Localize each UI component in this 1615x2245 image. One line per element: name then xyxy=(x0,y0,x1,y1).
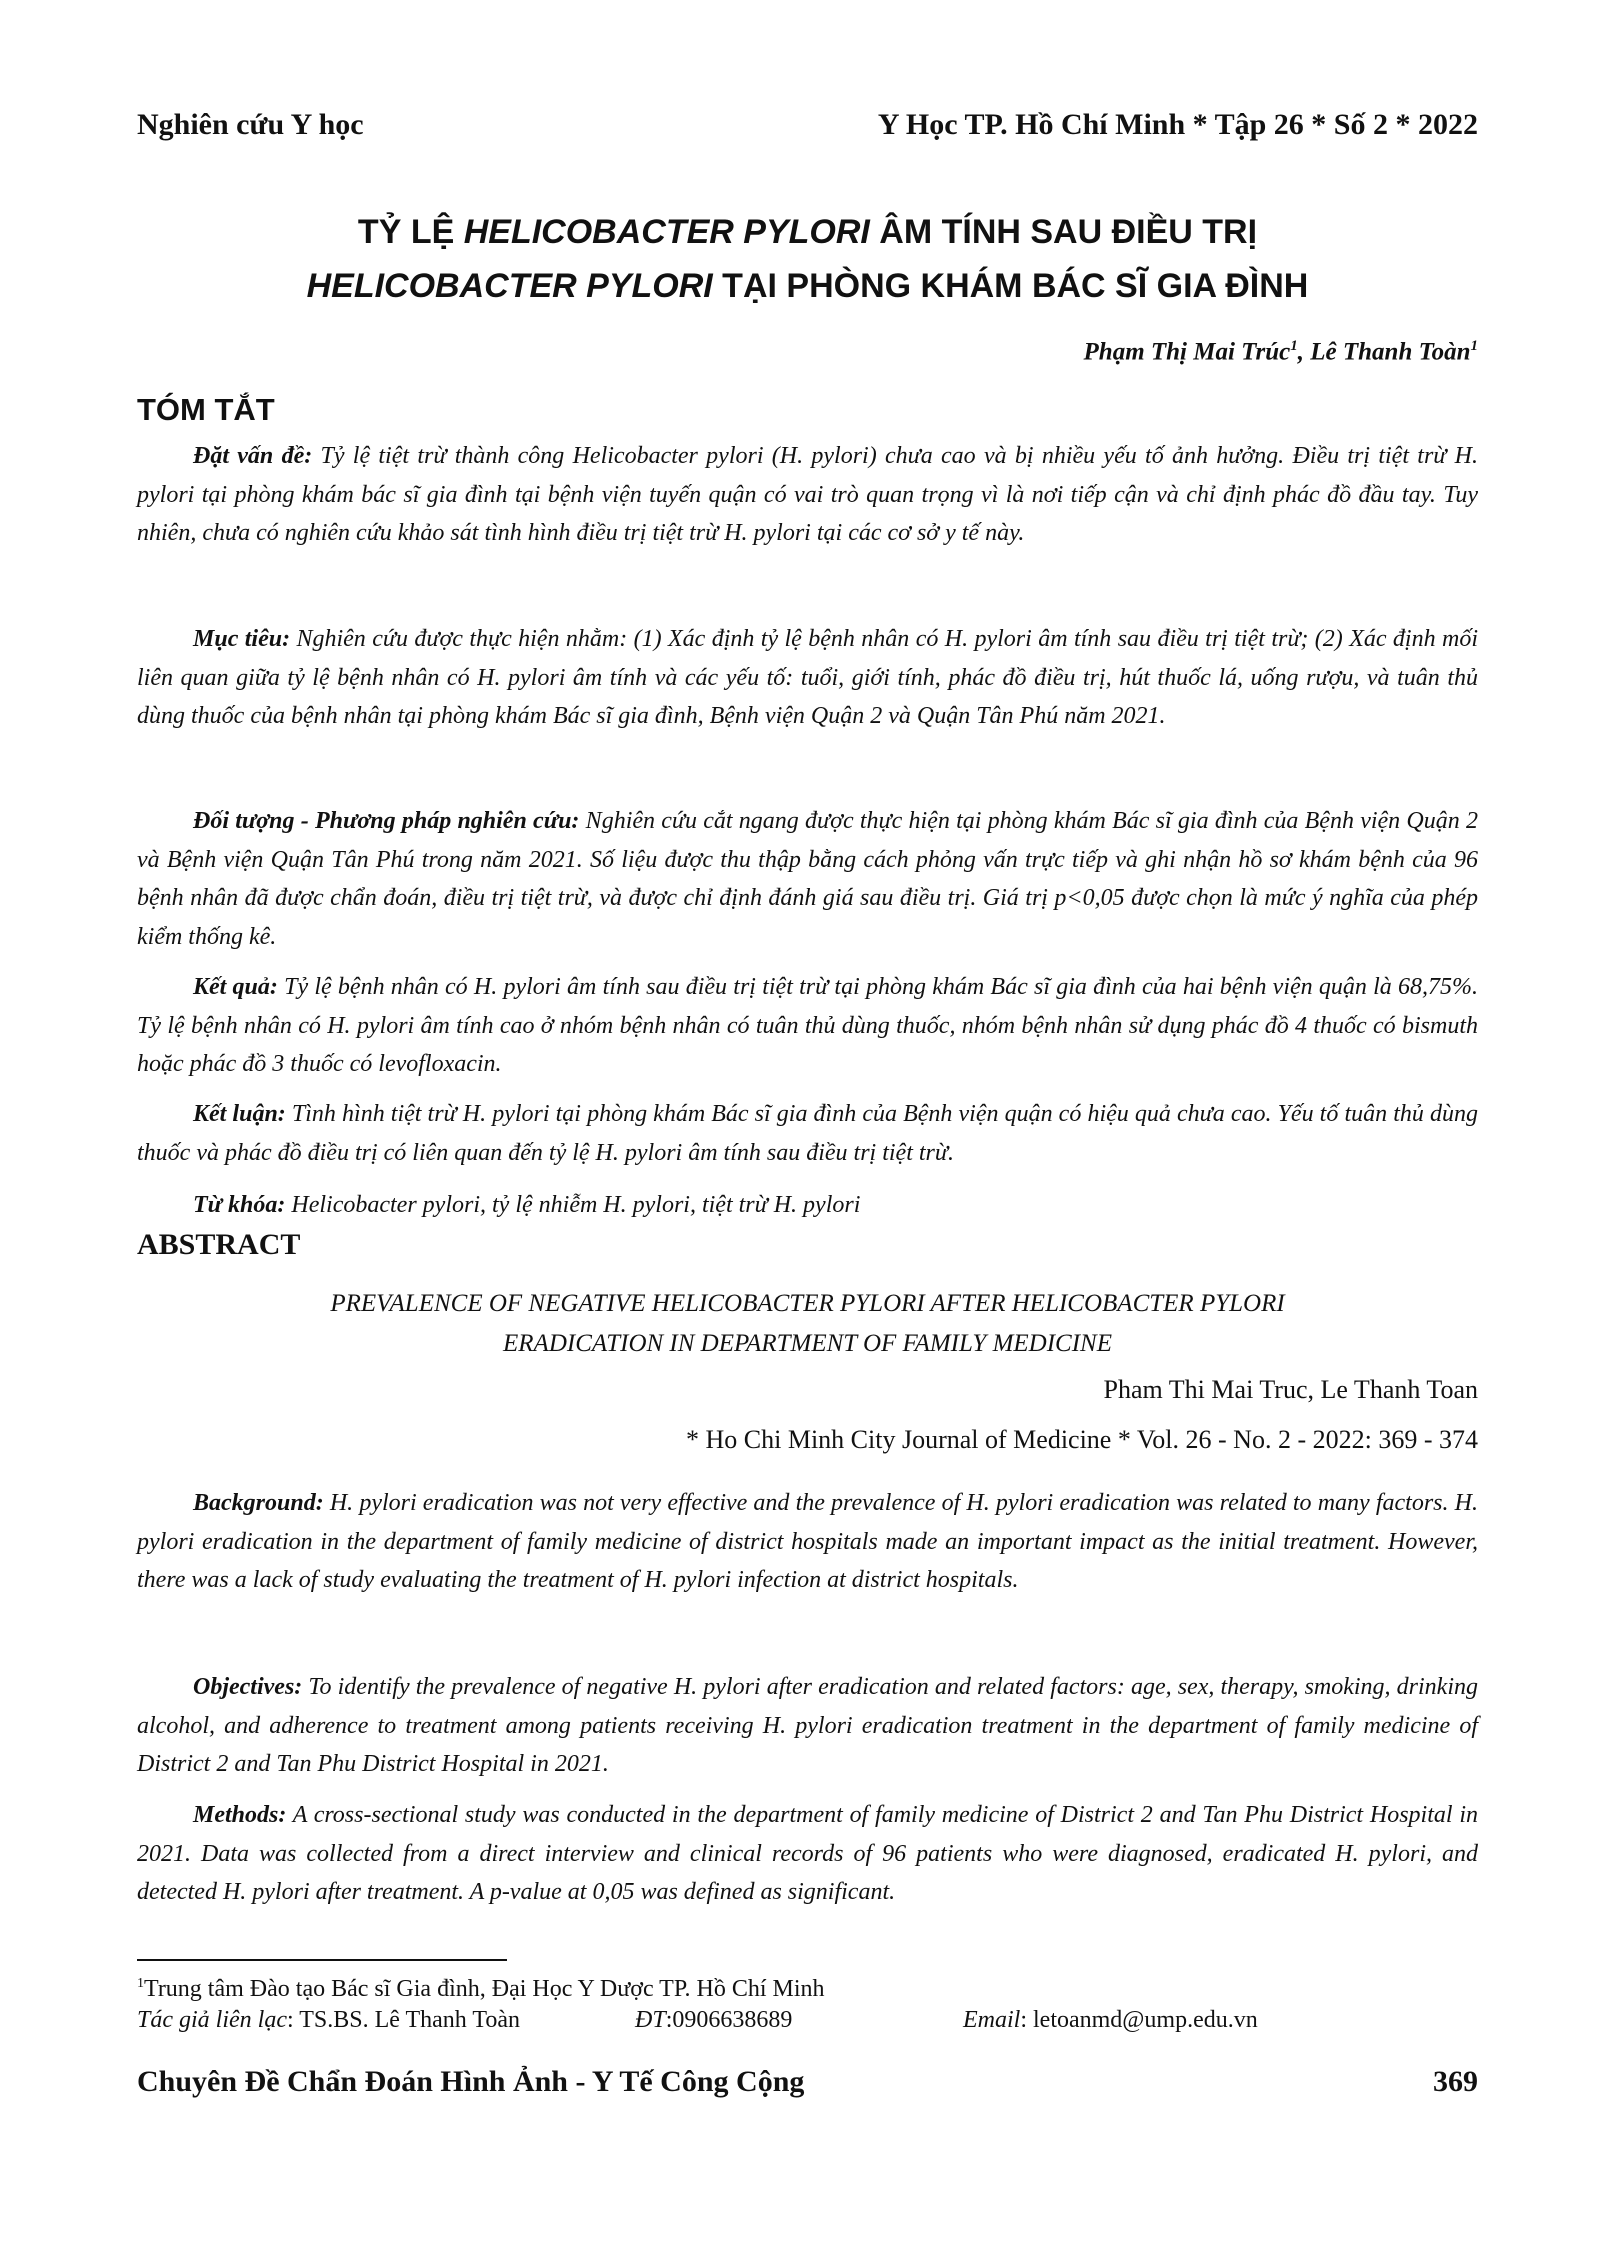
abstract-methods-label: Methods: xyxy=(193,1802,287,1828)
abstract-objectives-text: To identify the prevalence of negative H. pylori after eradication and related factors: age, sex, therapy, smoking, drinking alcohol, and adherence to treatment among patients receiving H. pylori eradication treatment in the department of family medicine of District 2 and Tan Phu District Hospital in 2021. xyxy=(137,1674,1478,1777)
phone-label: ĐT xyxy=(635,2007,666,2033)
author-1: Phạm Thị Mai Trúc xyxy=(1083,338,1291,366)
contact-label: Tác giả liên lạc xyxy=(137,2007,287,2033)
running-header xyxy=(137,108,1478,142)
summary-background-text: Tỷ lệ tiệt trừ thành công Helicobacter pylori (H. pylori) chưa cao và bị nhiều yếu tố ảnh hưởng. Điều trị tiệt trừ H. pylori tại phòng khám bác sĩ gia đình tại bệnh viện tuyến quận có vai trò quan trọng vì là nơi tiếp cận và chỉ định phác đồ đầu tay. Tuy nhiên, chưa có nghiên cứu khảo sát tình hình điều trị tiệt trừ H. pylori tại các cơ sở y tế này. xyxy=(137,443,1478,546)
header-section-label: Nghiên cứu Y học xyxy=(137,108,364,141)
english-title-line-1: PREVALENCE OF NEGATIVE HELICOBACTER PYLORI AFTER HELICOBACTER PYLORI xyxy=(330,1290,1285,1317)
article-title xyxy=(137,205,1478,313)
summary-conclusion-text: Tình hình tiệt trừ H. pylori tại phòng khám Bác sĩ gia đình của Bệnh viện quận có hiệu quả chưa cao. Yếu tố tuân thủ dùng thuốc và phác đồ điều trị có liên quan đến tỷ lệ H. pylori âm tính sau điều trị tiệt trừ. xyxy=(137,1101,1478,1166)
footnote-marker: 1 xyxy=(137,1976,144,1991)
summary-results xyxy=(137,968,1478,1084)
title-line-2 xyxy=(137,259,1478,313)
phone-value: :0906638689 xyxy=(665,2007,793,2033)
abstract-objectives xyxy=(137,1668,1478,1784)
title-line2-suffix: TẠI PHÒNG KHÁM BÁC SĨ GIA ĐÌNH xyxy=(712,267,1309,305)
english-title xyxy=(137,1284,1478,1364)
title-line-1 xyxy=(137,205,1478,259)
email-label: Email xyxy=(963,2007,1021,2033)
footnote-affiliation xyxy=(137,1967,825,2006)
summary-methods-text: Nghiên cứu cắt ngang được thực hiện tại phòng khám Bác sĩ gia đình của Bệnh viện Quận 2 và Bệnh viện Quận Tân Phú trong năm 2021. Số liệu được thu thập bằng cách phỏng vấn trực tiếp và ghi nhận hồ sơ khám bệnh của 96 bệnh nhân đã được chẩn đoán, điều trị tiệt trừ, và được chỉ định đánh giá sau điều trị. Giá trị p<0,05 được chọn là mức ý nghĩa của phép kiểm thống kê. xyxy=(137,808,1478,950)
abstract-objectives-label: Objectives: xyxy=(193,1674,303,1700)
summary-keywords xyxy=(137,1186,1478,1225)
author-separator: , xyxy=(1297,338,1311,366)
footer-issue-title: Chuyên Đề Chẩn Đoán Hình Ảnh - Y Tế Công Cộng xyxy=(137,2065,805,2098)
contact-email xyxy=(963,2003,1258,2037)
summary-background-label: Đặt vấn đề: xyxy=(193,443,313,469)
english-title-line-2: ERADICATION IN DEPARTMENT OF FAMILY MEDICINE xyxy=(503,1330,1112,1357)
contact-person xyxy=(137,2003,520,2037)
abstract-heading: ABSTRACT xyxy=(137,1228,301,1261)
author-2-affiliation: 1 xyxy=(1470,338,1478,354)
summary-results-label: Kết quả: xyxy=(193,974,278,1000)
authors-english: Pham Thi Mai Truc, Le Thanh Toan xyxy=(1103,1375,1478,1404)
summary-keywords-label: Từ khóa: xyxy=(193,1192,286,1218)
title-line1-italic: HELICOBACTER PYLORI xyxy=(463,213,870,251)
footnote-affiliation-text: Trung tâm Đào tạo Bác sĩ Gia đình, Đại Học Y Dược TP. Hồ Chí Minh xyxy=(144,1976,825,2002)
abstract-background-label: Background: xyxy=(193,1490,324,1516)
author-1-affiliation: 1 xyxy=(1290,338,1298,354)
abstract-background xyxy=(137,1484,1478,1600)
header-journal-info: Y Học TP. Hồ Chí Minh * Tập 26 * Số 2 * 2022 xyxy=(877,108,1478,141)
title-line1-prefix: TỶ LỆ xyxy=(357,213,464,251)
title-line1-suffix: ÂM TÍNH SAU ĐIỀU TRỊ xyxy=(869,213,1258,251)
author-2: Lê Thanh Toàn xyxy=(1310,338,1471,366)
authors-vietnamese xyxy=(137,338,1478,366)
summary-objectives xyxy=(137,620,1478,736)
summary-methods-label: Đối tượng - Phương pháp nghiên cứu: xyxy=(193,808,580,834)
footnote-divider xyxy=(137,1959,507,1961)
summary-objectives-text: Nghiên cứu được thực hiện nhằm: (1) Xác định tỷ lệ bệnh nhân có H. pylori âm tính sau điều trị tiệt trừ; (2) Xác định mối liên quan giữa tỷ lệ bệnh nhân có H. pylori âm tính và các yếu tố: tuổi, giới tính, phác đồ điều trị, hút thuốc lá, uống rượu, và tuân thủ dùng thuốc của bệnh nhân tại phòng khám Bác sĩ gia đình, Bệnh viện Quận 2 và Quận Tân Phú năm 2021. xyxy=(137,626,1478,729)
summary-keywords-text: Helicobacter pylori, tỷ lệ nhiễm H. pylori, tiệt trừ H. pylori xyxy=(285,1192,861,1218)
summary-conclusion xyxy=(137,1095,1478,1172)
email-value: : letoanmd@ump.edu.vn xyxy=(1020,2007,1258,2033)
title-line2-italic: HELICOBACTER PYLORI xyxy=(306,267,713,305)
contact-value: : TS.BS. Lê Thanh Toàn xyxy=(286,2007,520,2033)
abstract-methods-text: A cross-sectional study was conducted in the department of family medicine of District 2 and Tan Phu District Hospital in 2021. Data was collected from a direct interview and clinical records of 96 patients who were diagnosed, eradicated H. pylori, and detected H. pylori after treatment. A p-value at 0,05 was defined as significant. xyxy=(137,1802,1478,1905)
running-footer xyxy=(137,2065,1478,2099)
abstract-methods xyxy=(137,1796,1478,1912)
summary-background xyxy=(137,437,1478,553)
summary-results-text: Tỷ lệ bệnh nhân có H. pylori âm tính sau điều trị tiệt trừ tại phòng khám Bác sĩ gia đình của hai bệnh viện quận là 68,75%. Tỷ lệ bệnh nhân có H. pylori âm tính cao ở nhóm bệnh nhân có tuân thủ dùng thuốc, nhóm bệnh nhân sử dụng phác đồ 4 thuốc có bismuth hoặc phác đồ 3 thuốc có levofloxacin. xyxy=(137,974,1479,1077)
abstract-background-text: H. pylori eradication was not very effective and the prevalence of H. pylori eradication was related to many factors. H. pylori eradication in the department of family medicine of district hospitals made an important impact as the initial treatment. However, there was a lack of study evaluating the treatment of H. pylori infection at district hospitals. xyxy=(137,1490,1478,1593)
page-number: 369 xyxy=(1433,2065,1478,2098)
summary-heading: TÓM TẮT xyxy=(137,392,275,427)
summary-conclusion-label: Kết luận: xyxy=(193,1101,286,1127)
contact-phone xyxy=(635,2003,792,2037)
summary-objectives-label: Mục tiêu: xyxy=(193,626,291,652)
summary-methods xyxy=(137,802,1478,956)
journal-citation: * Ho Chi Minh City Journal of Medicine * Vol. 26 - No. 2 - 2022: 369 - 374 xyxy=(685,1425,1478,1454)
